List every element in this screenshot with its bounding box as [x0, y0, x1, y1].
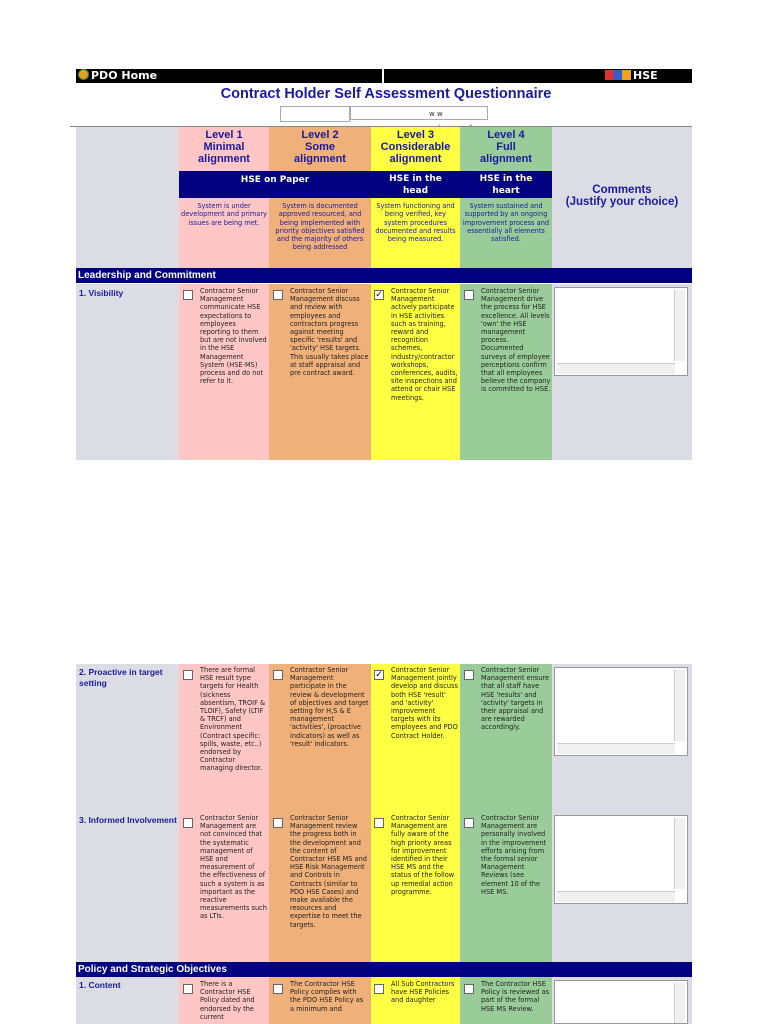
level3-criteria: Contractor Senior Management jointly develop and discuss both HSE 'result' and 'activity' improvement targets with its employees and PDO Contract Holder. — [391, 666, 458, 740]
level1-checkbox[interactable] — [183, 984, 193, 994]
level2-criteria: Contractor Senior Management review the progress both in the development and the content of Contractor HSE MS and HSE Risk Management and Controls in Contracts (similar to PDO HSE Cases) and make available the resources and expertise to meet the targets. — [290, 814, 367, 929]
level2-description: System is documented approved resourced, and being implemented with priority objectives satisfied and the majority of others being addressed — [275, 202, 365, 252]
header-label-cell — [76, 127, 179, 268]
horizontal-scrollbar[interactable] — [557, 891, 675, 902]
level2-criteria: The Contractor HSE Policy complies with the PDO HSE Policy as a minimum and — [290, 980, 364, 1013]
pdo-home-link[interactable]: PDO Home — [78, 69, 157, 83]
comment-textarea[interactable] — [554, 815, 688, 904]
row-label: 2. Proactive in target setting — [79, 667, 163, 688]
section-header: Leadership and Commitment — [76, 268, 692, 283]
level3-criteria: Contractor Senior Management actively participate in HSE activities such as training, reward and recognition schemes, industry/contractor workshops, conferences, audits, site inspections and attend or chair HSE meetings. — [391, 287, 458, 402]
nav-separator — [382, 69, 384, 83]
level3-criteria: Contractor Senior Management are fully aware of the high priority areas for improvement identified in their HSE MS and the status of the follow up remedial action programme. — [391, 814, 455, 896]
level1-criteria: Contractor Senior Management communicate HSE expectations to employees reporting to them but are not involved in the HSE Management System (HSE-MS) process and do not refer to it. — [200, 287, 267, 386]
level3-checkbox[interactable]: ✓ — [375, 670, 383, 680]
level3-checkbox[interactable] — [374, 818, 384, 828]
level4-checkbox[interactable] — [464, 670, 474, 680]
level3-checkbox[interactable] — [374, 984, 384, 994]
row-label: 1. Visibility — [79, 288, 124, 298]
section-header: Policy and Strategic Objectives — [76, 962, 692, 977]
page-title: Contract Holder Self Assessment Questionnaire — [220, 86, 552, 102]
hse-in-head-band: HSE in the head — [371, 171, 460, 198]
comment-textarea[interactable] — [554, 980, 688, 1024]
level4-header: Level 4 Full alignment — [480, 129, 532, 165]
vertical-scrollbar[interactable] — [674, 670, 685, 741]
level1-header: Level 1 Minimal alignment — [198, 129, 250, 165]
row-label-cell — [76, 812, 179, 962]
level2-header: Level 2 Some alignment — [294, 129, 346, 165]
vertical-scrollbar[interactable] — [674, 983, 685, 1023]
horizontal-scrollbar[interactable] — [557, 363, 675, 374]
level2-checkbox[interactable] — [273, 670, 283, 680]
comments-header: Comments (Justify your choice) — [565, 184, 679, 208]
level1-checkbox[interactable] — [183, 818, 193, 828]
hse-in-heart-band: HSE in the heart — [460, 171, 552, 198]
level3-description: System functioning and being verified, key system procedures documented and results being measured. — [375, 202, 456, 244]
level1-criteria: There is a Contractor HSE Policy dated and endorsed by the current — [200, 980, 255, 1021]
horizontal-scrollbar[interactable] — [557, 743, 675, 754]
vertical-scrollbar[interactable] — [674, 818, 685, 889]
url-field[interactable]: w w — [350, 106, 488, 120]
vertical-scrollbar[interactable] — [674, 290, 685, 361]
level2-checkbox[interactable] — [273, 984, 283, 994]
level2-criteria: Contractor Senior Management participate in the review & development of objectives and target setting for H,S & E management 'activities', (proactive indicators) as well as 'result' indicators. — [290, 666, 369, 748]
level4-criteria: Contractor Senior Management are personally involved in the improvement efforts arising from the formal senior Management Reviews (see element 10 of the HSE MS. — [481, 814, 547, 896]
level4-criteria: The Contractor HSE Policy is reviewed as part of the formal HSE MS Review. — [481, 980, 550, 1013]
level1-checkbox[interactable] — [183, 290, 193, 300]
level4-checkbox[interactable] — [464, 290, 474, 300]
level4-checkbox[interactable] — [464, 818, 474, 828]
level1-checkbox[interactable] — [183, 670, 193, 680]
level2-checkbox[interactable] — [273, 290, 283, 300]
comment-textarea[interactable] — [554, 667, 688, 756]
level4-criteria: Contractor Senior Management drive the process for HSE excellence. All levels 'own' the HSE management process. Documented surveys of employee perceptions confirm that all employees believe the company is committed to HSE. — [481, 287, 551, 394]
pdo-logo-icon — [78, 69, 89, 80]
comment-textarea[interactable] — [554, 287, 688, 376]
hse-home-link[interactable]: HSE Home — [605, 69, 658, 96]
level3-criteria: All Sub Contractors have HSE Policies and daughter — [391, 980, 455, 1005]
row-label: 1. Content — [79, 980, 121, 990]
level1-criteria: Contractor Senior Management are not convinced that the systematic management of HSE and measurement of the effectiveness of such a system is as important as the reactive measurements such as LTIs. — [200, 814, 267, 921]
row-label-cell — [76, 284, 179, 460]
level4-checkbox[interactable] — [464, 984, 474, 994]
level2-criteria: Contractor Senior Management discuss and review with employees and contractors progress against meeting specific 'results' and 'activity' HSE targets. This usually takes place at staff appraisal and pre contract award. — [290, 287, 369, 378]
level3-header: Level 3 Considerable alignment — [380, 129, 451, 165]
level4-criteria: Contractor Senior Management ensure that all staff have HSE 'results' and 'activity' targets in their appraisal and are rewarded accordingly. — [481, 666, 550, 732]
hse-on-paper-band: HSE on Paper — [179, 171, 371, 198]
level4-description: System sustained and supported by an ongoing improvement process and essentially all elements satisfied. — [462, 202, 550, 244]
row-label: 3. Informed Involvement — [79, 815, 177, 825]
hse-logo-icon — [605, 70, 631, 80]
level2-checkbox[interactable] — [273, 818, 283, 828]
level1-description: System is under development and primary issues are being met. — [181, 202, 267, 227]
blank-field[interactable] — [280, 106, 350, 122]
level3-checkbox[interactable]: ✓ — [375, 290, 383, 300]
level1-criteria: There are formal HSE result type targets for Health (sickness absentism, TROIF & TLOIF), Safety (LTIF & TRCF) and Environment (Contract specific: spills, waste, etc..) endorsed by Contractor managing director. — [200, 666, 266, 773]
